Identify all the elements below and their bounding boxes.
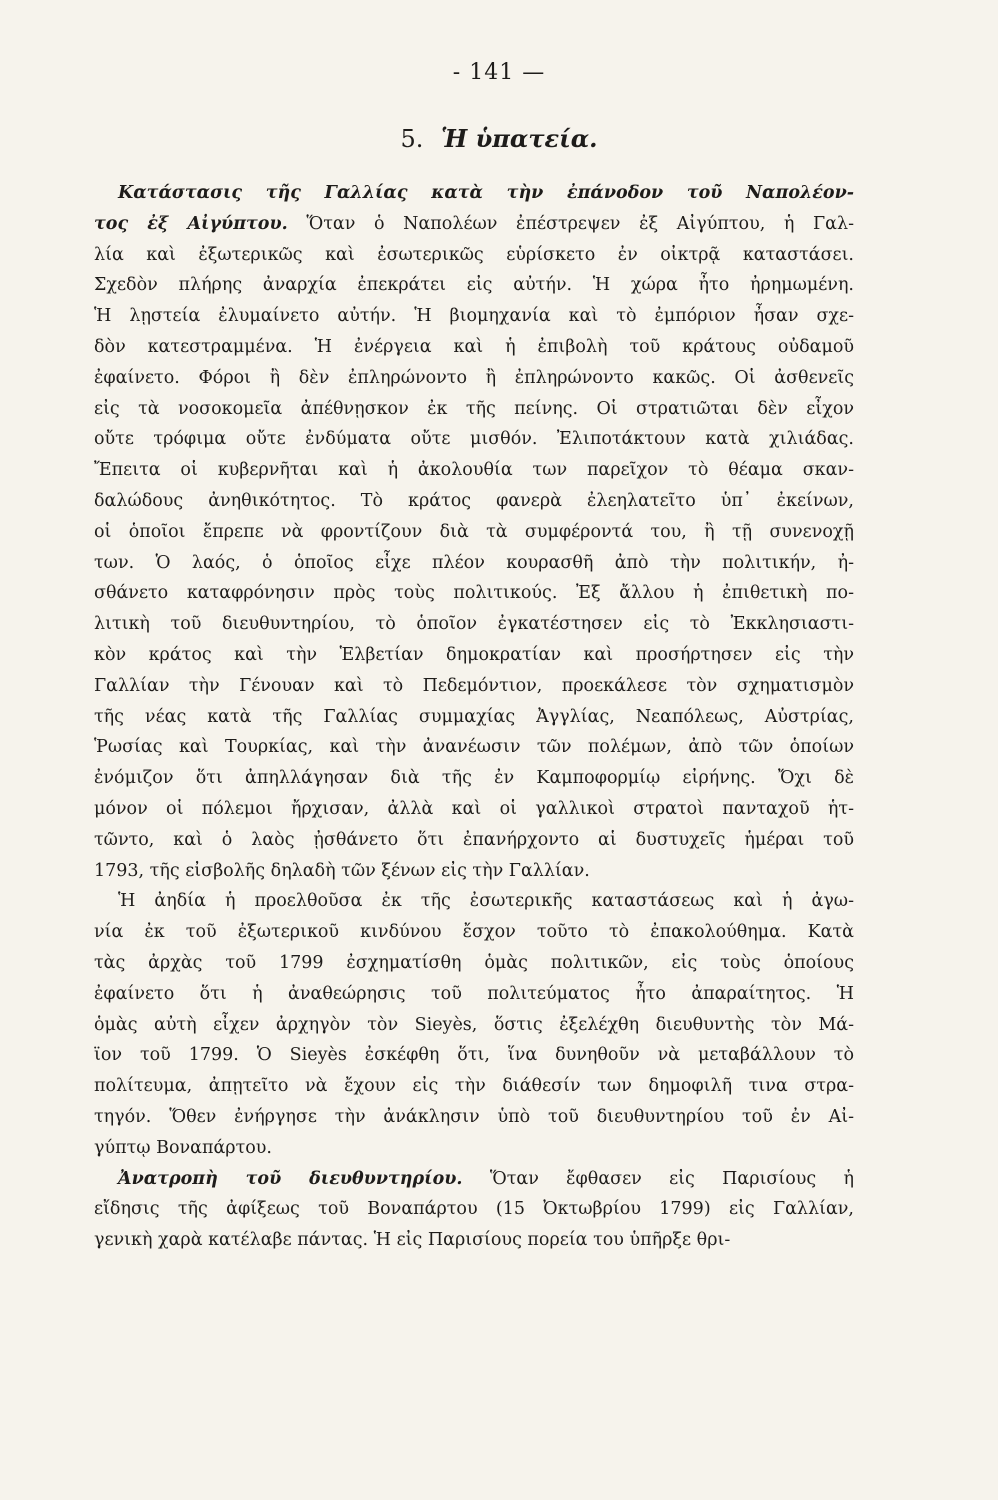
body-text	[94, 178, 854, 1256]
line-text: Ὅταν ἔφθασεν εἰς Παρισίους ἡ	[462, 1168, 854, 1189]
text-line	[94, 394, 854, 425]
text-line	[94, 1102, 854, 1133]
text-line	[94, 856, 854, 887]
paragraph	[94, 886, 854, 1163]
text-line	[94, 917, 854, 948]
text-line	[94, 1071, 854, 1102]
line-text: τῆς νέας κατὰ τῆς Γαλλίας συμμαχίας Ἀγγλίας, Νεαπόλεως, Αὐστρίας,	[94, 706, 854, 727]
line-text: των. Ὁ λαός, ὁ ὁποῖος εἶχε πλέον κουρασθῆ ἀπὸ τὴν πολιτικήν, ἠ-	[94, 552, 854, 573]
line-text: τηγόν. Ὅθεν ἐνήργησε τὴν ἀνάκλησιν ὑπὸ τοῦ διευθυντηρίου τοῦ ἐν Αἰ-	[94, 1106, 854, 1127]
line-text: κὸν κράτος καὶ τὴν Ἑλβετίαν δημοκρατίαν καὶ προσήρτησεν εἰς τὴν	[94, 644, 854, 665]
line-text: ἐνόμιζον ὅτι ἀπηλλάγησαν διὰ τῆς ἐν Καμποφορμίῳ εἰρήνης. Ὄχι δὲ	[94, 768, 854, 789]
text-line	[94, 948, 854, 979]
line-text: Ἔπειτα οἱ κυβερνῆται καὶ ἡ ἀκολουθία των παρεῖχον τὸ θέαμα σκαν-	[94, 460, 854, 481]
line-text: οὔτε τρόφιμα οὔτε ἐνδύματα οὔτε μισθόν. Ἐλιποτάκτουν κατὰ χιλιάδας.	[94, 429, 854, 450]
text-line	[94, 1164, 854, 1195]
text-line	[94, 240, 854, 271]
line-text: εἴδησις τῆς ἀφίξεως τοῦ Βοναπάρτου (15 Ὀκτωβρίου 1799) εἰς Γαλλίαν,	[94, 1199, 854, 1220]
bold-italic-heading: Κατάστασις τῆς Γαλλίας κατὰ τὴν ἐπάνοδον τοῦ Ναπολέον-	[118, 183, 854, 203]
text-line	[94, 609, 854, 640]
text-line	[94, 702, 854, 733]
text-line	[94, 178, 854, 209]
line-text: ὁμὰς αὐτὴ εἶχεν ἀρχηγὸν τὸν Sieyès, ὅστις ἐξελέχθη διευθυντὴς τὸν Μά-	[94, 1014, 854, 1035]
text-line	[94, 363, 854, 394]
text-line	[94, 548, 854, 579]
line-text: Ἡ ἀηδία ἡ προελθοῦσα ἐκ τῆς ἐσωτερικῆς καταστάσεως καὶ ἡ ἀγω-	[118, 891, 854, 912]
text-line	[94, 486, 854, 517]
line-text: ἐφαίνετο ὅτι ἡ ἀναθεώρησις τοῦ πολιτεύματος ἦτο ἀπαραίτητος. Ἡ	[94, 983, 854, 1004]
line-text: Ὅταν ὁ Ναπολέων ἐπέστρεψεν ἐξ Αἰγύπτου, ἡ Γαλ-	[287, 213, 854, 234]
line-text: τὰς ἀρχὰς τοῦ 1799 ἐσχηματίσθη ὁμὰς πολιτικῶν, εἰς τοὺς ὁποίους	[94, 952, 854, 973]
line-text: ἐφαίνετο. Φόροι ἢ δὲν ἐπληρώνοντο ἢ ἐπληρώνοντο κακῶς. Οἱ ἀσθενεῖς	[94, 367, 854, 388]
line-text: Γαλλίαν τὴν Γένουαν καὶ τὸ Πεδεμόντιον, προεκάλεσε τὸν σχηματισμὸν	[94, 675, 854, 696]
text-line	[94, 1194, 854, 1225]
line-text: Σχεδὸν πλήρης ἀναρχία ἐπεκράτει εἰς αὐτήν. Ἡ χώρα ἦτο ἠρημωμένη.	[94, 275, 854, 296]
paragraph	[94, 178, 854, 886]
line-text: τῶντο, καὶ ὁ λαὸς ᾐσθάνετο ὅτι ἐπανήρχοντο αἱ δυστυχεῖς ἡμέραι τοῦ	[94, 829, 854, 850]
line-text: πολίτευμα, ἀπῃτεῖτο νὰ ἔχουν εἰς τὴν διάθεσίν των δημοφιλῆ τινα στρα-	[94, 1076, 854, 1097]
section-number: 5.	[400, 125, 424, 153]
line-text: σθάνετο καταφρόνησιν πρὸς τοὺς πολιτικούς. Ἐξ ἄλλου ἡ ἐπιθετικὴ πο-	[94, 583, 854, 604]
text-line	[94, 517, 854, 548]
bold-italic-heading: Ἀνατροπὴ τοῦ διευθυντηρίου.	[118, 1168, 463, 1189]
line-text: μόνον οἱ πόλεμοι ἤρχισαν, ἀλλὰ καὶ οἱ γαλλικοὶ στρατοὶ πανταχοῦ ἡτ-	[94, 798, 854, 819]
text-line	[94, 332, 854, 363]
text-line	[94, 424, 854, 455]
line-text: Ῥωσίας καὶ Τουρκίας, καὶ τὴν ἀνανέωσιν τῶν πολέμων, ἀπὸ τῶν ὁποίων	[94, 737, 854, 758]
text-line	[94, 1010, 854, 1041]
text-line	[94, 455, 854, 486]
line-text: λία καὶ ἐξωτερικῶς καὶ ἐσωτερικῶς εὑρίσκετο ἐν οἰκτρᾷ καταστάσει.	[94, 244, 854, 265]
text-line	[94, 732, 854, 763]
text-line	[94, 794, 854, 825]
text-line	[94, 886, 854, 917]
line-text: Ἡ λῃστεία ἐλυμαίνετο αὐτήν. Ἡ βιομηχανία καὶ τὸ ἐμπόριον ἦσαν σχε-	[94, 306, 854, 327]
page-number: - 141 —	[452, 60, 546, 85]
text-line	[94, 1040, 854, 1071]
line-text: λιτικὴ τοῦ διευθυντηρίου, τὸ ὁποῖον ἐγκατέστησεν εἰς τὸ Ἐκκλησιαστι-	[94, 614, 854, 635]
section-heading	[0, 124, 998, 153]
line-text: 1793, τῆς εἰσβολῆς δηλαδὴ τῶν ξένων εἰς τὴν Γαλλίαν.	[94, 860, 590, 881]
line-text: δὸν κατεστραμμένα. Ἡ ἐνέργεια καὶ ἡ ἐπιβολὴ τοῦ κράτους οὐδαμοῦ	[94, 336, 854, 357]
bold-italic-heading: τος ἐξ Αἰγύπτου.	[94, 213, 288, 234]
section-title: Ἡ ὑπατεία.	[441, 124, 598, 153]
text-line	[94, 671, 854, 702]
line-text: γύπτῳ Βοναπάρτου.	[94, 1137, 272, 1158]
line-text: δαλώδους ἀνηθικότητος. Τὸ κράτος φανερὰ ἐλεηλατεῖτο ὑπ᾽ ἐκείνων,	[94, 490, 854, 511]
text-line	[94, 640, 854, 671]
text-line	[94, 1133, 854, 1164]
text-line	[94, 763, 854, 794]
line-text: γενικὴ χαρὰ κατέλαβε πάντας. Ἡ εἰς Παρισίους πορεία του ὑπῆρξε θρι-	[94, 1230, 731, 1251]
line-text: εἰς τὰ νοσοκομεῖα ἀπέθνῃσκον ἐκ τῆς πείνης. Οἱ στρατιῶται δὲν εἶχον	[94, 398, 854, 419]
paragraph	[94, 1164, 854, 1256]
text-line	[94, 979, 854, 1010]
text-line	[94, 270, 854, 301]
line-text: ϊον τοῦ 1799. Ὁ Sieyès ἐσκέφθη ὅτι, ἵνα δυνηθοῦν νὰ μεταβάλλουν τὸ	[94, 1045, 854, 1066]
text-line	[94, 1225, 854, 1256]
text-line	[94, 825, 854, 856]
text-line	[94, 301, 854, 332]
line-text: νία ἐκ τοῦ ἐξωτερικοῦ κινδύνου ἔσχον τοῦτο τὸ ἐπακολούθημα. Κατὰ	[94, 922, 854, 943]
line-text: οἱ ὁποῖοι ἔπρεπε νὰ φροντίζουν διὰ τὰ συμφέροντά του, ἢ τῇ συνενοχῇ	[94, 521, 854, 542]
text-line	[94, 578, 854, 609]
text-line	[94, 209, 854, 240]
